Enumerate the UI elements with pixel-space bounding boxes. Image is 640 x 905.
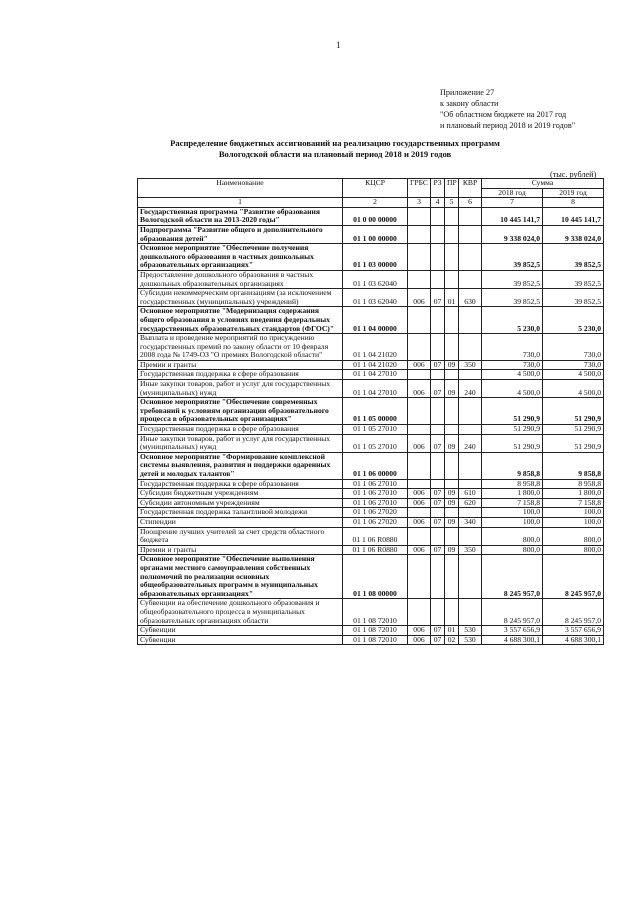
page-number: 1 [336, 40, 341, 50]
header-kcsr: КЦСР [343, 179, 408, 198]
cell-kcsr: 01 1 06 R0880 [343, 545, 408, 555]
table-header [138, 179, 604, 208]
cell-rz [431, 307, 445, 334]
cell-2018: 39 852,5 [482, 270, 543, 288]
cell-pr [445, 225, 459, 243]
cell-2019: 9 858,8 [543, 452, 604, 479]
cell-kvr [459, 398, 482, 425]
cell-2019: 730,0 [543, 334, 604, 361]
cell-name: Стипендии [138, 517, 343, 527]
cell-rz [431, 425, 445, 435]
cell-grbs [408, 479, 431, 489]
cell-2018: 730,0 [482, 334, 543, 361]
appendix-line: "Об областном бюджете на 2017 год [440, 110, 567, 119]
column-number: 4 [431, 198, 445, 208]
cell-name: Иные закупки товаров, работ и услуг для государственных (муниципальных) нужд [138, 380, 343, 398]
cell-pr [445, 599, 459, 626]
cell-2018: 10 445 141,7 [482, 207, 543, 225]
table-row [138, 498, 604, 508]
appendix-line: и плановый период 2018 и 2019 годов" [440, 121, 576, 130]
cell-rz: 07 [431, 498, 445, 508]
cell-2019: 39 852,5 [543, 244, 604, 271]
cell-kvr: 240 [459, 434, 482, 452]
cell-pr: 09 [445, 380, 459, 398]
table-row [138, 434, 604, 452]
cell-pr: 09 [445, 498, 459, 508]
cell-name: Основное мероприятие "Формирование комплексной системы выявления, развития и поддержки одаренных детей и молодых талантов" [138, 452, 343, 479]
cell-2018: 9 858,8 [482, 452, 543, 479]
cell-kvr: 530 [459, 626, 482, 636]
cell-kcsr: 01 1 08 72010 [343, 626, 408, 636]
cell-pr [445, 307, 459, 334]
header-rz: РЗ [431, 179, 445, 198]
table-row [138, 270, 604, 288]
cell-grbs: 006 [408, 626, 431, 636]
cell-name: Государственная поддержка в сфере образования [138, 370, 343, 380]
table-row [138, 545, 604, 555]
cell-kvr: 340 [459, 517, 482, 527]
cell-grbs [408, 225, 431, 243]
cell-kvr: 630 [459, 289, 482, 307]
cell-rz [431, 452, 445, 479]
cell-2019: 51 290,9 [543, 398, 604, 425]
column-number: 6 [459, 198, 482, 208]
cell-pr [445, 334, 459, 361]
cell-kvr [459, 334, 482, 361]
table-row [138, 626, 604, 636]
cell-pr: 09 [445, 545, 459, 555]
cell-grbs [408, 425, 431, 435]
cell-grbs [408, 527, 431, 545]
cell-kcsr: 01 1 03 00000 [343, 244, 408, 271]
cell-grbs [408, 244, 431, 271]
cell-grbs: 006 [408, 289, 431, 307]
cell-rz [431, 244, 445, 271]
column-number: 1 [138, 198, 343, 208]
cell-2019: 730,0 [543, 360, 604, 370]
cell-grbs: 006 [408, 498, 431, 508]
cell-kvr [459, 599, 482, 626]
cell-name: Субсидии некоммерческим организациям (за исключением государственных (муниципальных) учреждений) [138, 289, 343, 307]
cell-name: Основное мероприятие "Модернизация содержания общего образования в условиях введения федеральных государственных образовательных стандартов (ФГОС)" [138, 307, 343, 334]
header-name: Наименование [138, 179, 343, 198]
cell-2019: 10 445 141,7 [543, 207, 604, 225]
table-row [138, 508, 604, 518]
cell-kcsr: 01 1 06 00000 [343, 452, 408, 479]
cell-kvr [459, 527, 482, 545]
cell-2019: 4 500,0 [543, 370, 604, 380]
cell-kcsr: 01 1 06 27010 [343, 498, 408, 508]
cell-2019: 9 338 024,0 [543, 225, 604, 243]
cell-2019: 39 852,5 [543, 289, 604, 307]
cell-grbs: 006 [408, 360, 431, 370]
cell-rz [431, 527, 445, 545]
cell-rz: 07 [431, 626, 445, 636]
column-number: 8 [543, 198, 604, 208]
cell-kcsr: 01 1 05 27010 [343, 425, 408, 435]
cell-name: Поощрение лучших учителей за счет средств областного бюджета [138, 527, 343, 545]
cell-kcsr: 01 1 04 27010 [343, 370, 408, 380]
cell-2018: 7 158,8 [482, 498, 543, 508]
cell-rz [431, 398, 445, 425]
cell-name: Субсидии автономным учреждениям [138, 498, 343, 508]
cell-kvr [459, 370, 482, 380]
table-row [138, 207, 604, 225]
cell-2018: 3 557 656,9 [482, 626, 543, 636]
appendix-line: к закону области [440, 99, 499, 108]
table-row [138, 380, 604, 398]
cell-kvr: 240 [459, 380, 482, 398]
cell-2018: 5 230,0 [482, 307, 543, 334]
cell-name: Премии и гранты [138, 360, 343, 370]
cell-kvr [459, 452, 482, 479]
cell-kvr [459, 425, 482, 435]
cell-2019: 8 245 957,0 [543, 599, 604, 626]
header-2018: 2018 год [482, 188, 543, 198]
cell-kcsr: 01 1 08 72010 [343, 635, 408, 645]
cell-kcsr: 01 1 06 27020 [343, 508, 408, 518]
cell-rz [431, 334, 445, 361]
budget-table [137, 178, 604, 645]
cell-name: Государственная поддержка в сфере образования [138, 479, 343, 489]
cell-2019: 4 500,0 [543, 380, 604, 398]
cell-pr: 01 [445, 289, 459, 307]
cell-rz [431, 370, 445, 380]
cell-grbs: 006 [408, 517, 431, 527]
cell-kvr: 610 [459, 489, 482, 499]
cell-kvr [459, 270, 482, 288]
cell-kvr [459, 207, 482, 225]
cell-rz [431, 555, 445, 599]
cell-2018: 4 688 300,1 [482, 635, 543, 645]
cell-kvr: 620 [459, 498, 482, 508]
cell-2019: 51 290,9 [543, 434, 604, 452]
cell-rz [431, 508, 445, 518]
cell-2018: 100,0 [482, 508, 543, 518]
cell-2019: 8 245 957,0 [543, 555, 604, 599]
cell-name: Основное мероприятие "Обеспечение выполнения органами местного самоуправления собственных полномочий по реализации основных общеобразовательных программ в муниципальных образовательных организациях" [138, 555, 343, 599]
cell-pr [445, 555, 459, 599]
cell-pr: 01 [445, 626, 459, 636]
cell-2019: 100,0 [543, 508, 604, 518]
cell-name: Основное мероприятие "Обеспечение современных требований к условиям организации образовательного процесса в образовательных организациях" [138, 398, 343, 425]
cell-name: Выплата и проведение мероприятий по присуждению государственных премий по закону области от 10 февраля 2008 года № 1749-ОЗ "О премиях Вологодской области" [138, 334, 343, 361]
cell-name: Подпрограмма "Развитие общего и дополнительного образования детей" [138, 225, 343, 243]
column-number: 3 [408, 198, 431, 208]
cell-kcsr: 01 1 06 27010 [343, 479, 408, 489]
cell-2018: 51 290,9 [482, 398, 543, 425]
cell-2018: 8 245 957,0 [482, 555, 543, 599]
cell-2018: 800,0 [482, 527, 543, 545]
cell-name: Субвенции [138, 635, 343, 645]
cell-grbs [408, 370, 431, 380]
cell-kvr [459, 307, 482, 334]
cell-kcsr: 01 0 00 00000 [343, 207, 408, 225]
cell-pr [445, 207, 459, 225]
table-row [138, 244, 604, 271]
cell-2019: 3 557 656,9 [543, 626, 604, 636]
cell-grbs [408, 398, 431, 425]
document-title: Распределение бюджетных ассигнований на реализацию государственных программ Вологодской области на плановый период 2018 и 2019 годов [170, 138, 500, 159]
cell-name: Предоставление дошкольного образования в частных дошкольных образовательных организациях [138, 270, 343, 288]
cell-2018: 9 338 024,0 [482, 225, 543, 243]
cell-kvr [459, 225, 482, 243]
cell-pr [445, 527, 459, 545]
table-row [138, 425, 604, 435]
cell-rz [431, 225, 445, 243]
cell-grbs [408, 599, 431, 626]
table-row [138, 599, 604, 626]
cell-2018: 100,0 [482, 517, 543, 527]
appendix-note [440, 87, 575, 131]
cell-kcsr: 01 1 05 27010 [343, 434, 408, 452]
cell-2019: 8 958,8 [543, 479, 604, 489]
cell-grbs: 006 [408, 489, 431, 499]
table-row [138, 635, 604, 645]
cell-2019: 100,0 [543, 517, 604, 527]
cell-2019: 800,0 [543, 545, 604, 555]
cell-name: Иные закупки товаров, работ и услуг для государственных (муниципальных) нужд [138, 434, 343, 452]
cell-2018: 8 958,8 [482, 479, 543, 489]
cell-kvr [459, 555, 482, 599]
cell-kcsr: 01 1 04 21020 [343, 360, 408, 370]
cell-kcsr: 01 1 06 27020 [343, 517, 408, 527]
cell-kvr: 350 [459, 360, 482, 370]
cell-pr [445, 270, 459, 288]
cell-rz: 07 [431, 545, 445, 555]
cell-pr [445, 398, 459, 425]
cell-grbs [408, 452, 431, 479]
cell-rz [431, 270, 445, 288]
cell-name: Субсидии бюджетным учреждениям [138, 489, 343, 499]
cell-kcsr: 01 1 08 72010 [343, 599, 408, 626]
cell-2018: 730,0 [482, 360, 543, 370]
cell-kcsr: 01 1 04 00000 [343, 307, 408, 334]
cell-rz: 07 [431, 289, 445, 307]
cell-grbs: 006 [408, 545, 431, 555]
cell-grbs [408, 334, 431, 361]
cell-pr: 09 [445, 489, 459, 499]
cell-pr: 02 [445, 635, 459, 645]
cell-kcsr: 01 1 04 21020 [343, 334, 408, 361]
cell-kcsr: 01 1 03 62040 [343, 289, 408, 307]
table-row [138, 517, 604, 527]
cell-grbs [408, 555, 431, 599]
cell-2018: 39 852,5 [482, 244, 543, 271]
cell-kcsr: 01 1 06 27010 [343, 489, 408, 499]
column-number: 2 [343, 198, 408, 208]
cell-kcsr: 01 1 05 00000 [343, 398, 408, 425]
cell-grbs [408, 207, 431, 225]
header-grbs: ГРБС [408, 179, 431, 198]
cell-pr [445, 244, 459, 271]
table-row [138, 489, 604, 499]
cell-2018: 51 290,9 [482, 425, 543, 435]
cell-rz [431, 479, 445, 489]
header-sum: Сумма [482, 179, 604, 189]
cell-grbs: 006 [408, 635, 431, 645]
cell-name: Государственная программа "Развитие образования Вологодской области на 2013-2020 годы" [138, 207, 343, 225]
cell-kcsr: 01 1 04 27010 [343, 380, 408, 398]
cell-rz [431, 207, 445, 225]
cell-name: Субвенции [138, 626, 343, 636]
cell-2018: 39 852,5 [482, 289, 543, 307]
cell-2018: 4 500,0 [482, 370, 543, 380]
header-2019: 2019 год [543, 188, 604, 198]
table-row [138, 370, 604, 380]
cell-kvr [459, 508, 482, 518]
cell-name: Государственная поддержка талантливой молодежи [138, 508, 343, 518]
cell-2019: 4 688 300,1 [543, 635, 604, 645]
cell-kvr: 350 [459, 545, 482, 555]
cell-2019: 7 158,8 [543, 498, 604, 508]
table-row [138, 334, 604, 361]
cell-grbs [408, 508, 431, 518]
cell-grbs [408, 307, 431, 334]
table-row [138, 360, 604, 370]
cell-name: Государственная поддержка в сфере образования [138, 425, 343, 435]
cell-pr [445, 452, 459, 479]
cell-kcsr: 01 1 06 R0880 [343, 527, 408, 545]
cell-2018: 800,0 [482, 545, 543, 555]
units-label: (тыс. рублей) [550, 170, 597, 179]
table-row [138, 398, 604, 425]
table-row [138, 225, 604, 243]
appendix-line: Приложение 27 [440, 88, 495, 97]
cell-name: Основное мероприятие "Обеспечение получения дошкольного образования в частных дошкольных образовательных организациях" [138, 244, 343, 271]
column-number: 7 [482, 198, 543, 208]
cell-2018: 4 500,0 [482, 380, 543, 398]
cell-kcsr: 01 1 08 00000 [343, 555, 408, 599]
table-row [138, 479, 604, 489]
cell-grbs [408, 270, 431, 288]
cell-kcsr: 01 1 00 00000 [343, 225, 408, 243]
column-number: 5 [445, 198, 459, 208]
cell-pr [445, 370, 459, 380]
cell-2018: 51 290,9 [482, 434, 543, 452]
cell-kvr [459, 244, 482, 271]
cell-rz: 07 [431, 517, 445, 527]
cell-kcsr: 01 1 03 62040 [343, 270, 408, 288]
table-row [138, 289, 604, 307]
table-row [138, 452, 604, 479]
table-row [138, 527, 604, 545]
cell-kvr: 530 [459, 635, 482, 645]
cell-rz: 07 [431, 434, 445, 452]
cell-grbs: 006 [408, 380, 431, 398]
cell-name: Субвенции на обеспечение дошкольного образования и общеобразовательного процесса в муниципальных образовательных организациях области [138, 599, 343, 626]
cell-grbs: 006 [408, 434, 431, 452]
cell-rz: 07 [431, 489, 445, 499]
cell-pr: 09 [445, 360, 459, 370]
cell-pr [445, 508, 459, 518]
cell-2018: 1 800,0 [482, 489, 543, 499]
cell-2019: 1 800,0 [543, 489, 604, 499]
cell-rz [431, 599, 445, 626]
cell-name: Премии и гранты [138, 545, 343, 555]
cell-2019: 800,0 [543, 527, 604, 545]
cell-2018: 8 245 957,0 [482, 599, 543, 626]
cell-pr [445, 479, 459, 489]
cell-pr: 09 [445, 434, 459, 452]
table-row [138, 555, 604, 599]
cell-rz: 07 [431, 360, 445, 370]
cell-pr [445, 425, 459, 435]
table-row [138, 307, 604, 334]
table-body [138, 207, 604, 645]
header-pr: ПР [445, 179, 459, 198]
cell-rz: 07 [431, 635, 445, 645]
cell-kvr [459, 479, 482, 489]
cell-2019: 51 290,9 [543, 425, 604, 435]
cell-2019: 39 852,5 [543, 270, 604, 288]
cell-rz: 07 [431, 380, 445, 398]
header-kvr: КВР [459, 179, 482, 198]
cell-2019: 5 230,0 [543, 307, 604, 334]
cell-pr: 09 [445, 517, 459, 527]
